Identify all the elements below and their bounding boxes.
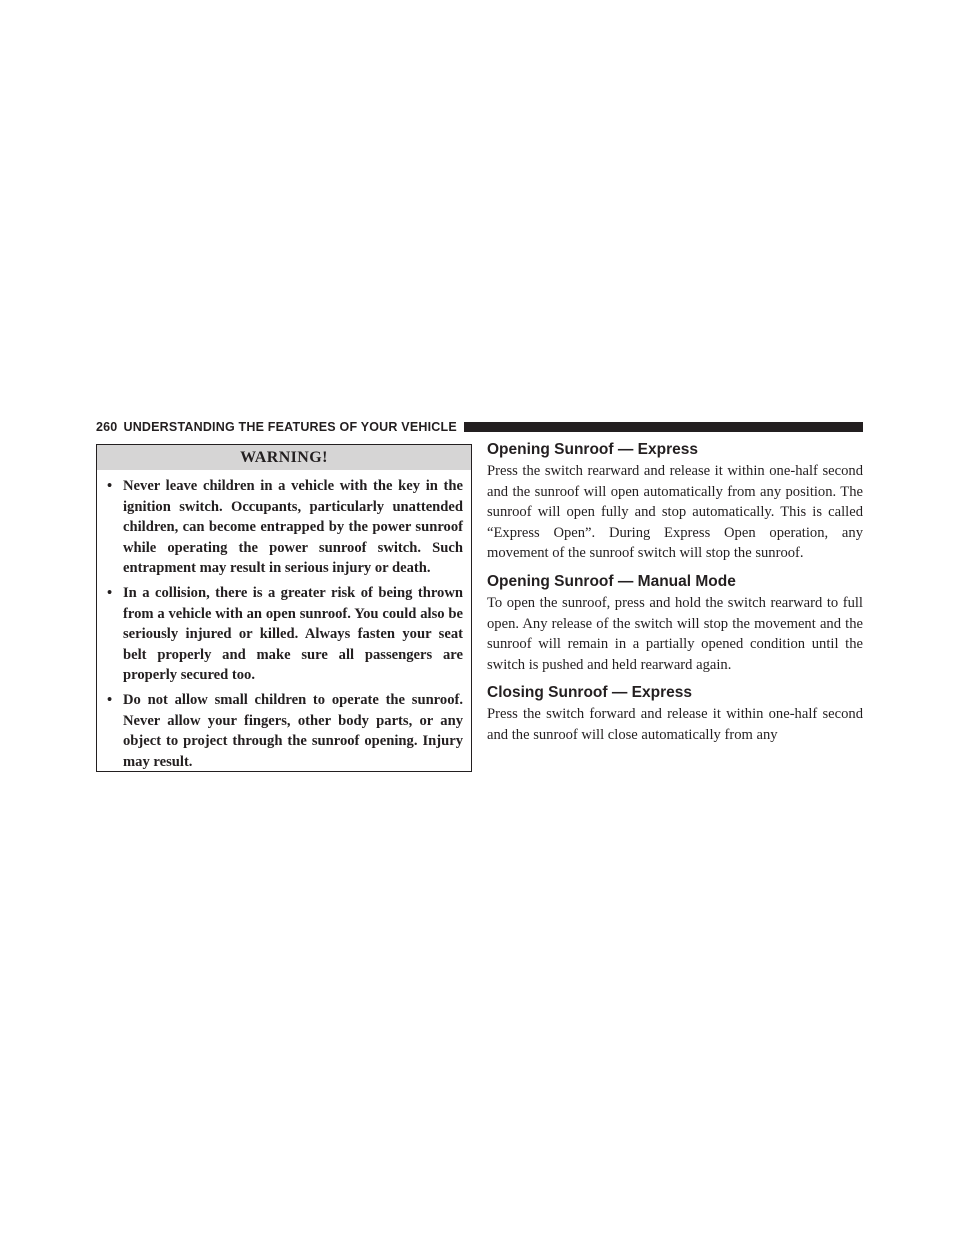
header-rule bbox=[464, 422, 863, 432]
section-title: UNDERSTANDING THE FEATURES OF YOUR VEHICLE bbox=[123, 420, 457, 434]
section-heading-closing-express: Closing Sunroof — Express bbox=[487, 684, 692, 702]
warning-title: WARNING! bbox=[97, 445, 471, 470]
page-number: 260 bbox=[96, 420, 118, 434]
warning-item-text: In a collision, there is a greater risk of being thrown from a vehicle with an open sunroof. You could also be seriously injured or killed. Always fasten your seat belt properly and make sure all passengers are properly secured too. bbox=[123, 584, 463, 684]
section-body-opening-manual: To open the sunroof, press and hold the switch rearward to full open. Any release of the switch will stop the movement and the sunroof will remain in a partially opened condition until the switch is pushed and held rearward again. bbox=[487, 594, 863, 673]
warning-list bbox=[97, 470, 471, 772]
section-heading-opening-manual: Opening Sunroof — Manual Mode bbox=[487, 572, 736, 590]
warning-item-text: Never leave children in a vehicle with the key in the ignition switch. Occupants, particularly unattended children, can become entrapped by the power sunroof while operating the power sunroof switch. Such entrapment may result in serious injury or death. bbox=[123, 478, 463, 577]
warning-item bbox=[107, 476, 463, 579]
bullet-icon: • bbox=[107, 691, 113, 708]
warning-item bbox=[107, 583, 463, 686]
section-body-opening-express: Press the switch rearward and release it within one-half second and the sunroof will open automatically from any position. The sunroof will open fully and stop automatically. This is called “Express Open”. During Express Open operation, any movement of the sunroof switch will stop the sunroof. bbox=[487, 463, 863, 562]
section-heading-opening-express: Opening Sunroof — Express bbox=[487, 441, 698, 458]
warning-item bbox=[107, 690, 463, 772]
section-body-closing-express: Press the switch forward and release it within one-half second and the sunroof will close automatically from any bbox=[487, 706, 863, 743]
warning-item-text: Do not allow small children to operate the sunroof. Never allow your fingers, other body parts, or any object to project through the sunroof opening. Injury may result. bbox=[123, 691, 463, 770]
page-header bbox=[96, 419, 863, 435]
bullet-icon: • bbox=[107, 584, 113, 601]
warning-box bbox=[96, 444, 472, 772]
right-column bbox=[487, 440, 863, 754]
bullet-icon: • bbox=[107, 478, 113, 494]
